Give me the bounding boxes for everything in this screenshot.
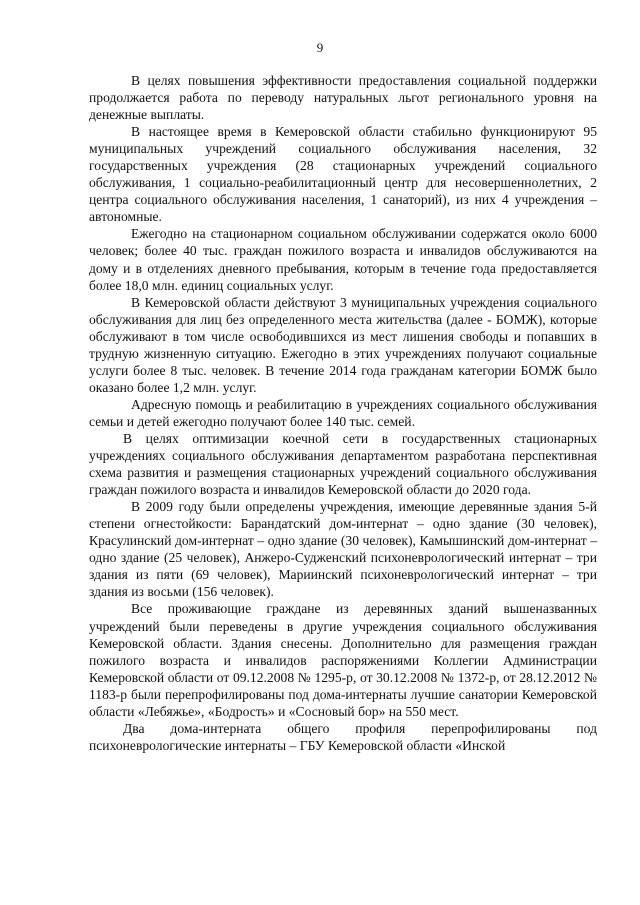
paragraph-wooden-buildings: В 2009 году были определены учреждения, имеющие деревянные здания 5-й степени огнестойкости: Барандатский дом-интернат – одно здание (30 человек), Красулинский дом-интернат – одно здание (30 человек), Камышинский дом-интернат – одно здание (25 человек), Анжеро-Судженский психоневрологический интернат – три здания из пяти (69 человек), Мариинский психоневрологический интернат – три здания из восьми (156 человек). (89, 499, 597, 600)
paragraph-bed-network-optimization: В целях оптимизации коечной сети в государственных стационарных учреждениях социального обслуживания департаментом разработана перспективная схема развития и размещения стационарных учреждений социального обслуживания граждан пожилого возраста и инвалидов Кемеровской области до 2020 года. (89, 430, 597, 498)
paragraph-institutions-count: В настоящее время в Кемеровской области стабильно функционируют 95 муниципальных учреждений социального обслуживания населения, 32 государственных учреждения (28 стационарных учреждений социального обслуживания, 1 социально-реабилитационный центр для несовершеннолетних, 2 центра социального обслуживания населения, 1 санаторий), из них 4 учреждения – автономные. (89, 124, 597, 225)
paragraph-bomzh-institutions: В Кемеровской области действуют 3 муниципальных учреждения социального обслуживания для лиц без определенного места жительства (далее - БОМЖ), которые обслуживают в том числе освободившихся из мест лишения свободы и попавших в трудную жизненную ситуацию. Ежегодно в этих учреждениях получают социальные услуги более 8 тыс. человек. В течение 2014 года гражданам категории БОМЖ было оказано более 1,2 млн. услуг. (89, 294, 597, 395)
page-number: 9 (316, 40, 324, 55)
paragraph-family-assistance: Адресную помощь и реабилитацию в учреждениях социального обслуживания семьи и детей ежегодно получают более 140 тыс. семей. (89, 396, 597, 429)
body-text (89, 72, 597, 754)
paragraph-residents-transfer: Все проживающие граждане из деревянных зданий вышеназванных учреждений были переведены в другие учреждения социального обслуживания Кемеровской области. Здания снесены. Дополнительно для размещения граждан пожилого возраста и инвалидов распоряжениями Коллегии Администрации Кемеровской области от 09.12.2008 № 1295-р, от 30.12.2008 № 1372-р, от 28.12.2012 № 1183-р были перепрофилированы под дома-интернаты лучшие санатории Кемеровской области «Лебяжье», «Бодрость» и «Сосновый бор» на 550 мест. (89, 601, 597, 719)
paragraph-stationary-service: Ежегодно на стационарном социальном обслуживании содержатся около 6000 человек; более 40 тыс. граждан пожилого возраста и инвалидов обслуживаются на дому и в отделениях дневного пребывания, которым в течение года предоставляется более 18,0 млн. единиц социальных услуг. (89, 226, 597, 293)
paragraph-reprofiling: Два дома-интерната общего профиля перепрофилированы под психоневрологические интернаты – ГБУ Кемеровской области «Инской (89, 720, 597, 753)
paragraph-social-support: В целях повышения эффективности предоставления социальной поддержки продолжается работа по переводу натуральных льгот регионального уровня на денежные выплаты. (89, 73, 597, 123)
